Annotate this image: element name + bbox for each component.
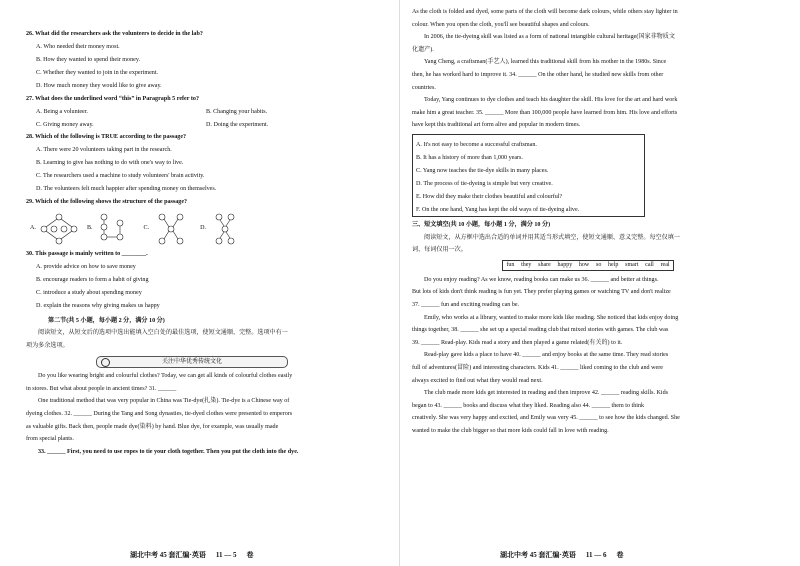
- passage-line: as valuable gifts. Back then, people made dye(染料) by hand. Blue dye, for example, was usually made: [26, 423, 279, 430]
- section2-title: 第二节(共 5 小题，每小题 2 分，满分 10 分): [48, 317, 165, 324]
- passage-line: 化遗产).: [412, 46, 434, 53]
- passage2-line: began to 43. ______ books and discuss what they liked. Reading also 44. ______ them to think: [412, 402, 645, 409]
- section3-title: 三、短文填空(共 10 小题，每小题 1 分，满分 10 分): [412, 222, 551, 229]
- choice-e: E. How did they make their clothes beautiful and colourful?: [416, 194, 563, 201]
- circle-icon: [101, 358, 110, 367]
- q28-option-c: C. The researchers used a machine to study volunteers' brain activity.: [36, 173, 205, 180]
- culture-banner: [96, 356, 288, 368]
- passage-line: One traditional method that was very popular in China was Tie-dye(扎染). Tie-dye is a Chinese way of: [38, 398, 290, 405]
- word-bank-item: so: [595, 261, 602, 268]
- right-page: [400, 0, 800, 566]
- word-bank-item: share: [538, 261, 551, 268]
- passage-line: 33. ______ First, you need to use ropes to tie your cloth together. Then you put the cloth into the dye.: [38, 448, 299, 455]
- word-bank-item: fun: [506, 261, 515, 268]
- passage2-line: creatively. She was very happy and excited, and Emily was very 45. ______ to see how the kids changed. She: [412, 415, 680, 422]
- right-footer: [500, 550, 623, 560]
- passage2-line: always excited to find out what they would read next.: [412, 377, 543, 384]
- footer-page-number: 11 — 5: [215, 551, 237, 559]
- passage-line: in stores. But what about people in ancient times? 31. ______: [26, 385, 177, 392]
- passage2-line: Read-play gave kids a place to have 40. ______ and enjoy books at the same time. They read stories: [424, 352, 669, 359]
- section2-instruction-line1: 阅读短文，从短文后的选项中选出能填入空白处的最佳选项，使短文通顺、完整。选项中有一: [38, 330, 288, 337]
- structure-diagram-d: [209, 213, 249, 245]
- passage2-line: 39. ______ Read-play. Kids read a story and then played a game related(有关的) to it.: [412, 339, 623, 346]
- structure-diagram-b: [96, 213, 136, 245]
- structure-diagram-c: [152, 213, 192, 245]
- q26-option-b: B. How they wanted to spend their money.: [36, 56, 141, 63]
- passage-line: dyeing clothes. 32. ______ During the Tang and Song dynasties, tie-dyed clothes were presented to emperors: [26, 411, 293, 418]
- diagram-c: C.: [144, 213, 193, 245]
- passage2-line: Emily, who works at a library, wanted to make more kids like reading. She noticed that kids enjoy doing: [424, 314, 679, 321]
- q28-option-b: B. Learning to give has nothing to do with one's way to live.: [36, 160, 184, 167]
- word-bank-item: how: [578, 261, 590, 268]
- passage2-line: wanted to make the club bigger so that more kids could fall in love with reading.: [412, 427, 609, 434]
- choice-f: F. On the one hand, Yang has kept the old ways of tie-dyeing alive.: [416, 207, 580, 214]
- q30-stem: 30. This passage is mainly written to ________.: [26, 250, 148, 257]
- word-bank-item: call: [645, 261, 654, 268]
- word-bank-item: real: [660, 261, 670, 268]
- passage-line: colour. When you open the cloth, you'll see beautiful shapes and colours.: [412, 21, 590, 28]
- q27-option-d: D. Doing the experiment.: [206, 121, 269, 128]
- q29-diagrams: [30, 212, 388, 246]
- passage2-line: Do you enjoy reading? As we know, reading books can make us 36. ______ and better at things.: [424, 276, 659, 283]
- diagram-b: B.: [87, 213, 136, 245]
- passage-line: from special plants.: [26, 436, 74, 443]
- q30-option-a: A. provide advice on how to save money: [36, 263, 136, 270]
- footer-tag: 卷: [246, 551, 254, 559]
- banner-text: 关注中华优秀传统文化: [161, 359, 222, 366]
- word-bank-item: help: [608, 261, 619, 268]
- passage-line: have kept this traditional art form alive and popular in modern times.: [412, 122, 581, 129]
- passage2-line: The club made more kids get interested in reading and then improve 42. ______ reading skills. Kids: [424, 390, 669, 397]
- passage-line: make him a great teacher. 35. ______ More than 100,000 people have learned from him. His love and efforts: [412, 109, 678, 116]
- q27-option-c: C. Giving money away.: [36, 121, 94, 128]
- section3-instruction-line1: 阅读短文，从方框中选出合适的单词并用其适当形式填空，使短文通顺、意义完整。每空仅填一: [424, 234, 680, 241]
- passage-line: As the cloth is folded and dyed, some parts of the cloth will become dark colours, while others stay lighter in: [412, 9, 678, 15]
- passage2-line: 37. ______ fun and exciting reading can be.: [412, 302, 520, 309]
- choice-b: B. It has a history of more than 1,000 years.: [416, 154, 523, 161]
- diagram-a: A.: [30, 213, 79, 245]
- q26-option-d: D. How much money they would like to give away.: [36, 82, 162, 89]
- q28-stem: 28. Which of the following is TRUE according to the passage?: [26, 134, 187, 141]
- choice-c: C. Yang now teaches the tie-dye skills in many places.: [416, 167, 549, 174]
- passage-line: In 2006, the tie-dyeing skill was listed as a form of national intangible cultural heritage(国家非物质文: [424, 34, 675, 41]
- q26-option-a: A. Who needed their money most.: [36, 43, 120, 50]
- section3-instruction-line2: 词，每词仅用一次。: [412, 247, 467, 254]
- word-bank-item: smart: [625, 261, 639, 268]
- word-bank-item: they: [521, 261, 532, 268]
- passage-line: then, he has worked hard to improve it. 34. ______ On the other hand, he studied new skills from other: [412, 71, 664, 78]
- passage2-line: things together, 38. ______ she set up a special reading club that mixed stories with games. The club was: [412, 327, 669, 334]
- passage-line: countries.: [412, 84, 436, 91]
- q27-option-b: B. Changing your habits.: [206, 108, 268, 115]
- q27-stem: 27. What does the underlined word “this” in Paragraph 5 refer to?: [26, 95, 199, 102]
- q29-stem: 29. Which of the following shows the structure of the passage?: [26, 199, 188, 206]
- footer-tag: 卷: [616, 551, 624, 559]
- choice-d: D. The process of tie-dyeing is simple but very creative.: [416, 181, 553, 188]
- section2-instruction-line2: 项为多余选项。: [26, 342, 69, 349]
- q28-option-d: D. The volunteers felt much happier after spending money on themselves.: [36, 186, 217, 193]
- footer-page-number: 11 — 6: [585, 551, 607, 559]
- footer-title: 湖北中考 45 套汇编·英语: [500, 551, 576, 559]
- passage-line: Yang Cheng, a craftsman(手艺人), learned this traditional skill from his mother in the 1980s. Since: [424, 59, 667, 66]
- q28-option-a: A. There were 20 volunteers taking part in the research.: [36, 147, 172, 154]
- q26-stem: 26. What did the researchers ask the volunteers to decide in the lab?: [26, 31, 203, 37]
- q30-option-b: B. encourage readers to form a habit of giving: [36, 276, 149, 283]
- passage-line: Today, Yang continues to dye clothes and teach his daughter the skill. His love for the art and hard work: [424, 97, 678, 104]
- q27-option-a: A. Being a volunteer.: [36, 108, 88, 115]
- left-footer: [130, 550, 253, 560]
- q26-option-c: C. Whether they wanted to join in the experiment.: [36, 69, 159, 76]
- word-bank: [502, 260, 674, 271]
- structure-diagram-a: [39, 213, 79, 245]
- diagram-d: D.: [200, 213, 249, 245]
- q30-option-c: C. introduce a study about spending money: [36, 289, 142, 296]
- word-bank-item: happy: [557, 261, 573, 268]
- passage-line: Do you like wearing bright and colourful clothes? Today, we can get all kinds of colourful clothes easily: [38, 373, 293, 380]
- passage2-line: full of adventures(冒险) and interesting characters. Kids 41. ______ liked coming to the club and were: [412, 365, 663, 371]
- footer-title: 湖北中考 45 套汇编·英语: [130, 551, 206, 559]
- passage2-line: But lots of kids don't think reading is fun yet. They prefer playing games or watching TV and don't realize: [412, 289, 671, 296]
- choice-a: A. It's not easy to become a successful craftsman.: [416, 141, 537, 148]
- q30-option-d: D. explain the reasons why giving makes us happy: [36, 302, 160, 309]
- answer-choices-box: [412, 134, 645, 217]
